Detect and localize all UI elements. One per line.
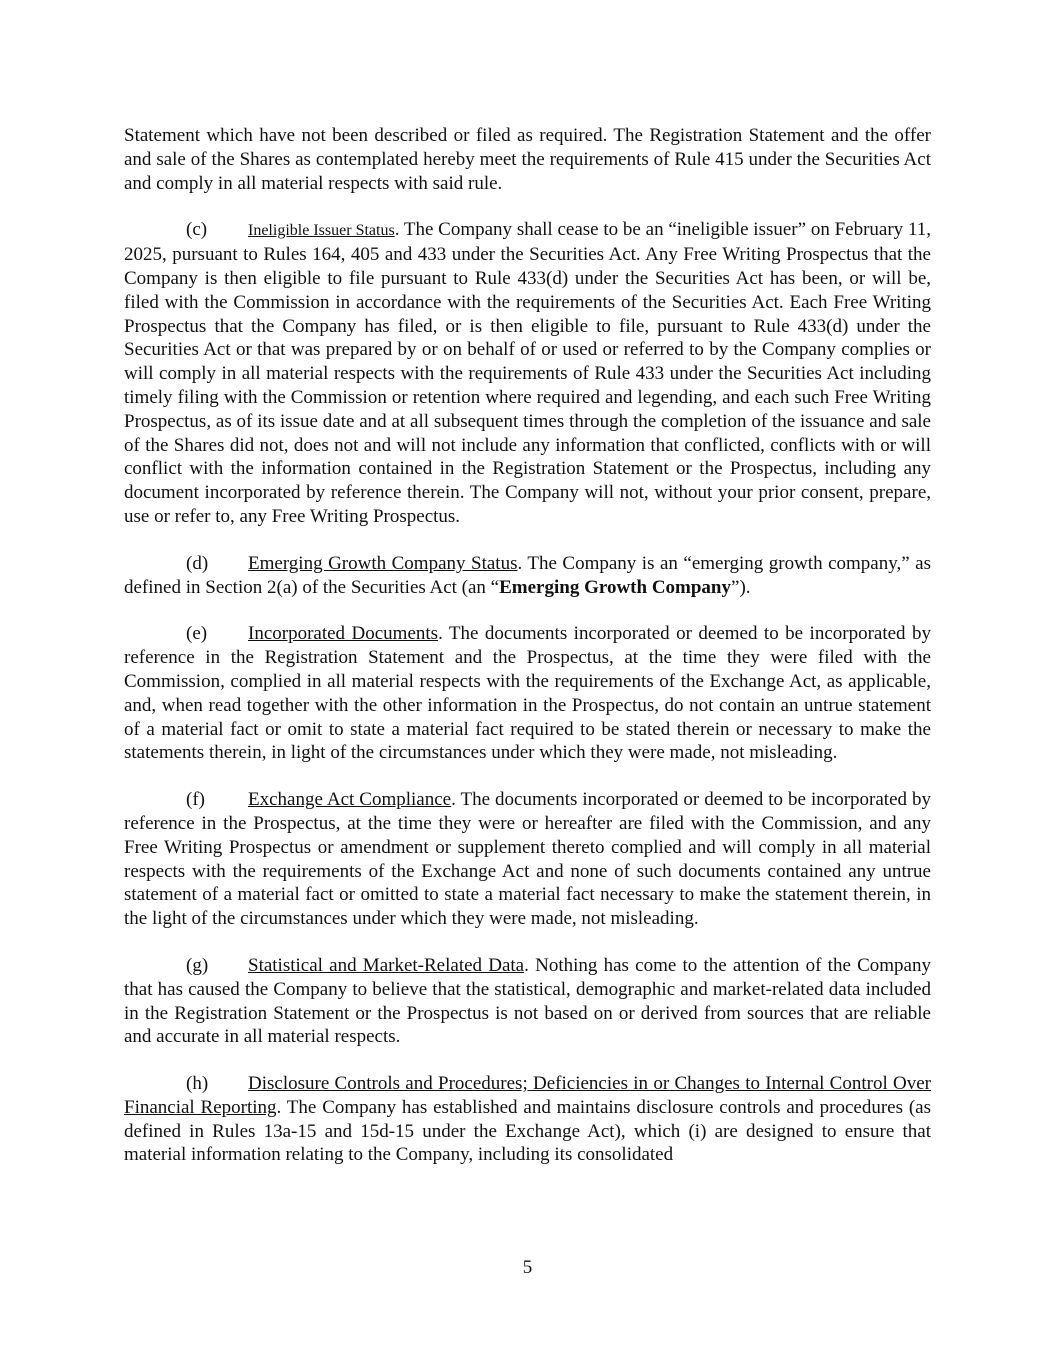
section-h-letter: (h) xyxy=(186,1073,209,1095)
section-f-letter: (f) xyxy=(186,789,205,811)
section-d-body-after: ”). xyxy=(731,576,751,598)
section-d-paragraph xyxy=(124,552,931,600)
section-f-body: . The documents incorporated or deemed to be incorporated by reference in the Prospectus, at the time they were or hereafter are filed with the Commission, and any Free Writing Prospectus or amendment or supplement thereto complied and will comply in all material respects with the requirements of the Exchange Act and none of such documents contained any untrue statement of a material fact or omitted to state a material fact necessary to make the statement therein, in the light of the circumstances under which they were made, not misleading. xyxy=(124,789,931,930)
section-e-heading: Incorporated Documents xyxy=(248,623,439,645)
section-c-paragraph xyxy=(124,218,931,528)
continuation-paragraph xyxy=(124,124,931,195)
section-c-body: . The Company shall cease to be an “ineligible issuer” on February 11, 2025, pursuant to Rules 164, 405 and 433 under the Securities Act. Any Free Writing Prospectus that the Company is then eligible to file pursuant to Rule 433(d) under the Securities Act has been, or will be, filed with the Commission in accordance with the requirements of the Securities Act. Each Free Writing Prospectus that the Company has filed, or is then eligible to file, pursuant to Rule 433(d) under the Securities Act or that was prepared by or on behalf of or used or referred to by the Company complies or will comply in all material respects with the requirements of Rule 433 under the Securities Act including timely filing with the Commission or retention where required and legending, and each such Free Writing Prospectus, as of its issue date and at all subsequent times through the completion of the issuance and sale of the Shares did not, does not and will not include any information that conflicted, conflicts with or will conflict with the information contained in the Registration Statement or the Prospectus, including any document incorporated by reference therein. The Company will not, without your prior consent, prepare, use or refer to, any Free Writing Prospectus. xyxy=(124,219,932,527)
section-h-paragraph xyxy=(124,1072,931,1167)
continuation-text: Statement which have not been described or filed as required. The Registration Statement and the offer and sale of the Shares as contemplated hereby meet the requirements of Rule 415 under the Securities Act and comply in all material respects with said rule. xyxy=(124,125,931,194)
page-number: 5 xyxy=(522,1257,533,1278)
section-g-body: . Nothing has come to the attention of the Company that has caused the Company to believe that the statistical, demographic and market-related data included in the Registration Statement or the Prospectus is not based on or derived from sources that are reliable and accurate in all material respects. xyxy=(124,954,931,1048)
section-f-heading: Exchange Act Compliance xyxy=(248,789,452,811)
section-f-paragraph xyxy=(124,788,931,931)
document-page xyxy=(124,124,931,1190)
section-c-heading: Ineligible Issuer Status xyxy=(248,222,395,240)
section-d-defined-term: Emerging Growth Company xyxy=(499,576,732,598)
section-g-heading: Statistical and Market-Related Data xyxy=(248,954,525,976)
section-e-letter: (e) xyxy=(186,623,208,645)
section-g-paragraph xyxy=(124,954,931,1049)
section-g-letter: (g) xyxy=(186,954,209,976)
section-d-heading: Emerging Growth Company Status xyxy=(248,552,518,574)
section-d-letter: (d) xyxy=(186,552,209,574)
section-h-body: . The Company has established and maintains disclosure controls and procedures (as defined in Rules 13a-15 and 15d-15 under the Exchange Act), which (i) are designed to ensure that material information relating to the Company, including its consolidated xyxy=(124,1096,931,1166)
section-e-paragraph xyxy=(124,622,931,765)
section-d-body-before: . The Company is an “emerging growth company,” as defined in Section 2(a) of the Securities Act (an “ xyxy=(124,552,931,598)
section-c-letter: (c) xyxy=(186,219,208,241)
section-e-body: . The documents incorporated or deemed to be incorporated by reference in the Registration Statement and the Prospectus, at the time they were filed with the Commission, complied in all material respects with the requirements of the Exchange Act, as applicable, and, when read together with the other information in the Prospectus, do not contain an untrue statement of a material fact or omit to state a material fact required to be stated therein or necessary to make the statements therein, in light of the circumstances under which they were made, not misleading. xyxy=(124,623,932,764)
section-h-heading: Disclosure Controls and Procedures; Deficiencies in or Changes to Internal Control Over Financial Reporting xyxy=(124,1073,931,1118)
